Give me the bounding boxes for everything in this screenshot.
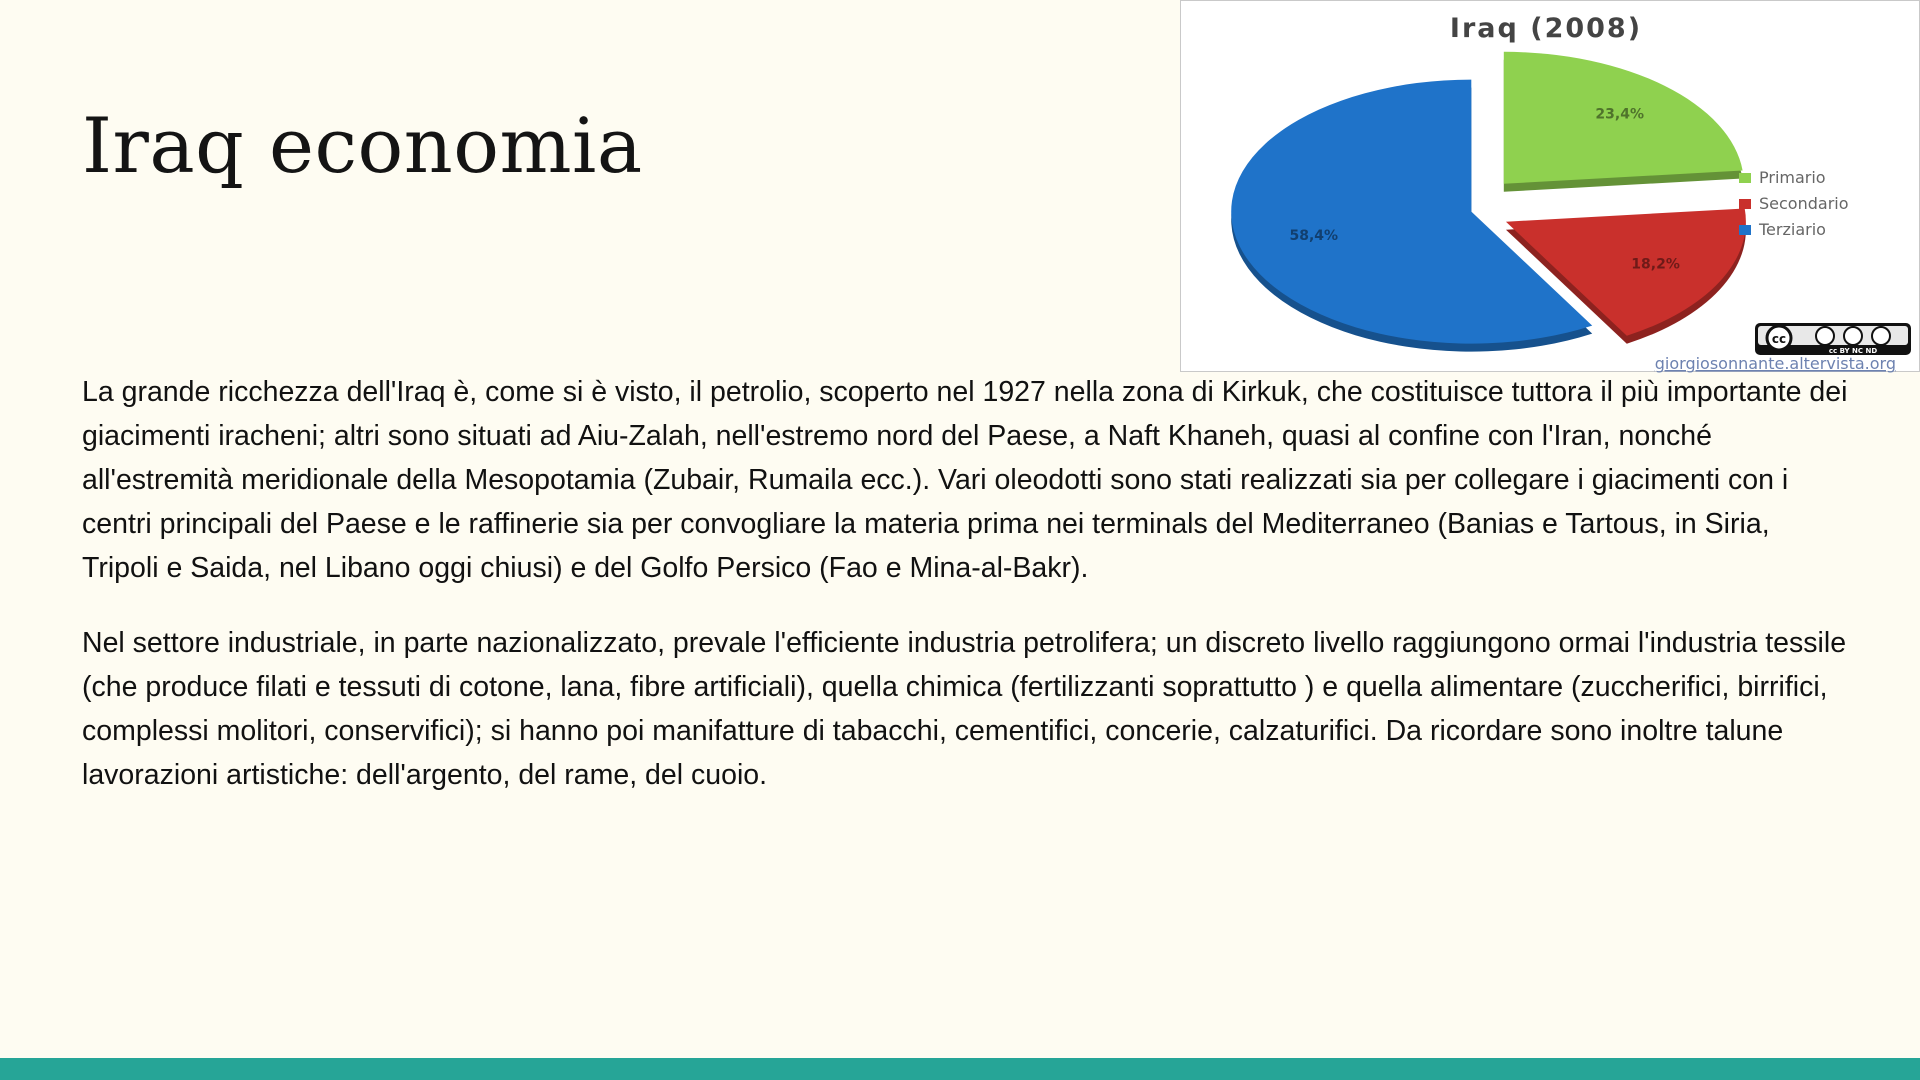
slice-label-terziario: 58,4% bbox=[1289, 228, 1339, 244]
paragraph-oil: La grande ricchezza dell'Iraq è, come si è visto, il petrolio, scoperto nel 1927 nella zona di Kirkuk, che costituisce tuttora il più importante dei giacimenti iracheni; altri sono situati ad Aiu-Zalah, nell'estremo nord del Paese, a Naft Khaneh, quasi al confine con l'Iran, nonché all'estremità meridionale della Mesopotamia (Zubair, Rumaila ecc.). Vari oleodotti sono stati realizzati sia per collegare i giacimenti con i centri principali del Paese e le raffinerie sia per convogliare la materia prima nei terminals del Mediterraneo (Banias e Tartous, in Siria, Tripoli e Saida, nel Libano oggi chiusi) e del Golfo Persico (Fao e Mina-al-Bakr). bbox=[82, 376, 1848, 584]
legend-swatch-primario bbox=[1739, 173, 1751, 183]
paragraph-industry: Nel settore industriale, in parte nazionalizzato, prevale l'efficiente industria petrolifera; un discreto livello raggiungono ormai l'industria tessile (che produce filati e tessuti di cotone, lana, fibre artificiali), quella chimica (fertilizzanti soprattutto ) e quella alimentare (zuccherifici, birrifici, complessi molitori, conservifici); si hanno poi manifatture di tabacchi, cementifici, concerie, calzaturifici. Da ricordare sono inoltre talune lavorazioni artistiche: dell'argento, del rame, del cuoio. bbox=[82, 627, 1847, 791]
license-badge-text: cc BY NC ND bbox=[1828, 347, 1878, 355]
legend-label-primario: Primario bbox=[1759, 168, 1826, 187]
pie-chart bbox=[1181, 1, 1920, 373]
slide-body bbox=[82, 370, 1852, 828]
bottom-accent-bar bbox=[0, 1058, 1920, 1080]
slide-title: Iraq economia bbox=[82, 101, 643, 190]
chart-source-credit: giorgiosonnante.altervista.org bbox=[1654, 354, 1896, 373]
slice-label-primario: 23,4% bbox=[1595, 106, 1644, 123]
svg-text:cc: cc bbox=[1771, 332, 1787, 346]
legend-label-terziario: Terziario bbox=[1759, 220, 1826, 239]
pie-chart-image bbox=[1180, 0, 1920, 372]
legend-swatch-terziario bbox=[1739, 225, 1751, 235]
legend-swatch-secondario bbox=[1739, 199, 1751, 209]
legend-label-secondario: Secondario bbox=[1759, 194, 1849, 213]
cc-license-badge bbox=[1755, 323, 1911, 355]
chart-legend bbox=[1739, 168, 1849, 239]
chart-title: Iraq (2008) bbox=[1449, 13, 1643, 44]
slice-label-secondario: 18,2% bbox=[1631, 256, 1680, 273]
